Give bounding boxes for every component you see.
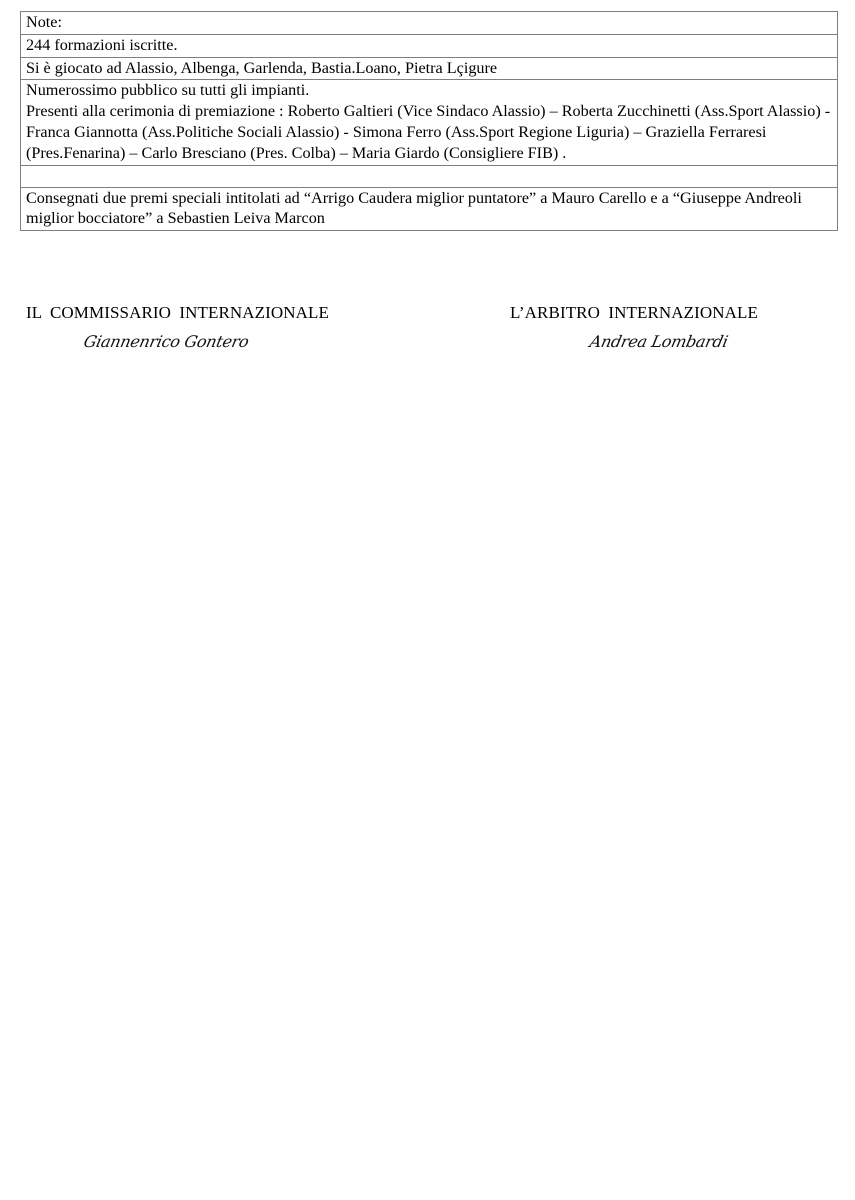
notes-table — [20, 11, 838, 231]
venues-text: Si è giocato ad Alassio, Albenga, Garlenda, Bastia.Loano, Pietra Lçigure — [21, 57, 838, 80]
audience-ceremony-cell — [21, 80, 838, 165]
audience-ceremony-row — [21, 80, 838, 165]
commissioner-title: IL COMMISSARIO INTERNAZIONALE — [26, 303, 330, 322]
registrations-row — [21, 34, 838, 57]
audience-text: Numerossimo pubblico su tutti gli impianti. — [26, 81, 310, 100]
registrations-text: 244 formazioni iscritte. — [21, 34, 838, 57]
awards-text: Consegnati due premi speciali intitolati ad “Arrigo Caudera miglior puntatore” a Mauro Carello e a “Giuseppe Andreoli miglior bocciatore” a Sebastien Leiva Marcon — [21, 187, 838, 231]
empty-row — [21, 165, 838, 187]
ceremony-text: Presenti alla cerimonia di premiazione : Roberto Galtieri (Vice Sindaco Alassio) – Roberta Zucchinetti (Ass.Sport Alassio) - Franca Giannotta (Ass.Politiche Sociali Alassio) - Simona Ferro (Ass.Sport Regione Liguria) – Graziella Ferraresi (Pres.Fenarina) – Carlo Bresciano (Pres. Colba) – Maria Giardo (Consigliere FIB) . — [26, 102, 831, 162]
awards-row — [21, 187, 838, 231]
venues-row — [21, 57, 838, 80]
notes-header-row — [21, 12, 838, 35]
commissioner-signature: Giannenrico Gontero — [81, 332, 251, 351]
referee-signature-block — [510, 303, 758, 323]
referee-title: L’ARBITRO INTERNAZIONALE — [510, 303, 758, 322]
commissioner-signature-block — [26, 303, 329, 323]
referee-signature: Andrea Lombardi — [587, 332, 730, 351]
empty-cell — [21, 165, 838, 187]
notes-header: Note: — [21, 12, 838, 35]
